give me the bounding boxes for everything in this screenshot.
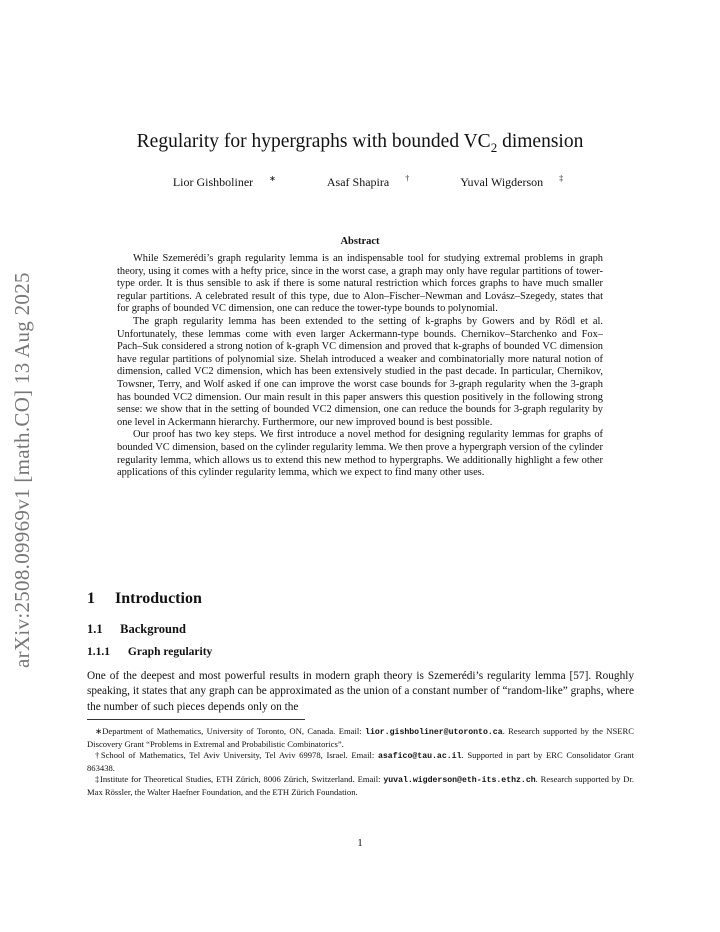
footnote-rule — [87, 719, 305, 720]
abstract-heading: Abstract — [340, 236, 380, 247]
author — [444, 175, 563, 189]
abstract — [117, 253, 603, 480]
author-list — [0, 174, 720, 190]
footnote-text: ‡Institute for Theoretical Studies, ETH Zürich, 8006 Zürich, Switzerland. Email: — [95, 774, 384, 785]
arxiv-identifier: arXiv:2508.09969v1 [math.CO] 13 Aug 2025 — [10, 272, 34, 668]
subsection-title: Background — [120, 622, 186, 636]
title-end: dimension — [497, 131, 584, 152]
footnote — [87, 774, 634, 798]
subsubsection-number: 1.1.1 — [87, 646, 110, 658]
subsection-number: 1.1 — [87, 622, 103, 636]
title-subscript: 2 — [490, 139, 498, 155]
body-paragraph: One of the deepest and most powerful results in modern graph theory is Szemerédi’s regularity lemma [57]. Roughly speaking, it states that any graph can be approximated as the union of a constant number of “random-like” graphs, where the number of such pieces depends only on the — [87, 670, 634, 713]
author — [311, 175, 409, 189]
abstract-paragraph: The graph regularity lemma has been extended to the setting of k-graphs by Gowers and by Rödl et al. Unfortunately, these lemmas come with even larger Ackermann-type bounds. Chernikov–Starchenko and Fox–Pach–Suk considered a strong notion of k-graph VC dimension and proved that k-graphs of bounded VC dimension have regular partitions of polynomial size. Shelah introduced a weaker and combinatorially more natural notion of dimension, called VC2 dimension, which has been extensively studied in the past decade. In particular, Chernikov, Towsner, Terry, and Wolf asked if one can improve the worst case bounds for 3-graph regularity when the 3-graph has bounded VC2 dimension. Our main result in this paper answers this question positively in the following strong sense: we show that in the setting of bounded VC2 dimension, one can reduce the bounds for 3-graph regularity by one level in Ackermann hierarchy. Furthermore, our new improved bound is best possible. — [117, 315, 603, 428]
author-name: Yuval Wigderson — [460, 175, 544, 189]
paper-title — [0, 131, 720, 156]
section-title: Introduction — [115, 590, 202, 607]
section-heading — [87, 590, 202, 608]
author-mark: † — [405, 174, 410, 183]
footnote-text: . Research supported by Dr. Max Rössler, the Walter Haefner Foundation, and the ETH Zürich Foundation. — [87, 774, 634, 797]
footnote — [87, 750, 634, 774]
footnote-text: ∗Department of Mathematics, University of Toronto, ON, Canada. Email: — [95, 726, 366, 736]
subsubsection-title: Graph regularity — [127, 646, 213, 658]
author — [157, 175, 276, 189]
author-name: Asaf Shapira — [326, 175, 390, 189]
abstract-paragraph: While Szemerédi’s graph regularity lemma is an indispensable tool for studying extremal problems in graph theory, using it comes with a hefty price, since in the worst case, a graph may only have regular partitions of tower-type order. It is thus sensible to ask if there is some natural restriction which forces graphs to have much smaller regular partitions. A celebrated result of this type, due to Alon–Fischer–Newman and Lovász–Szegedy, states that for graphs of bounded VC dimension, one can reduce the tower-type bounds to polynomial. — [117, 253, 603, 315]
author-mark: ∗ — [269, 174, 276, 183]
footnote-text: . Supported in part by ERC Consolidator Grant 863438. — [87, 750, 634, 773]
subsection-heading — [87, 622, 186, 637]
author-name: Lior Gishboliner — [172, 175, 254, 189]
author-mark: ‡ — [559, 174, 564, 183]
body-text — [87, 669, 634, 715]
section-number: 1 — [87, 590, 95, 607]
email-link[interactable]: asafico@tau.ac.il — [377, 752, 462, 762]
page-number: 1 — [357, 837, 363, 849]
footnotes — [87, 726, 634, 799]
footnote — [87, 726, 634, 750]
email-link[interactable]: yuval.wigderson@eth-its.ethz.ch — [383, 776, 536, 786]
email-link[interactable]: lior.gishboliner@utoronto.ca — [365, 728, 503, 737]
footnote-text: . Research supported by the NSERC Discovery Grant “Problems in Extremal and Probabilistic Combinatorics”. — [87, 726, 634, 749]
title-main: Regularity for hypergraphs with bounded VC — [136, 131, 491, 152]
subsubsection-heading — [87, 646, 212, 658]
footnote-text: †School of Mathematics, Tel Aviv University, Tel Aviv 69978, Israel. Email: — [95, 750, 378, 761]
abstract-paragraph: Our proof has two key steps. We first introduce a novel method for designing regularity lemmas for graphs of bounded VC dimension, based on the cylinder regularity lemma. We then prove a hypergraph version of the cylinder regularity lemma, which allows us to extend this new method to hypergraphs. We additionally highlight a few other applications of this cylinder regularity lemma, which we expect to find many other uses. — [117, 429, 603, 479]
